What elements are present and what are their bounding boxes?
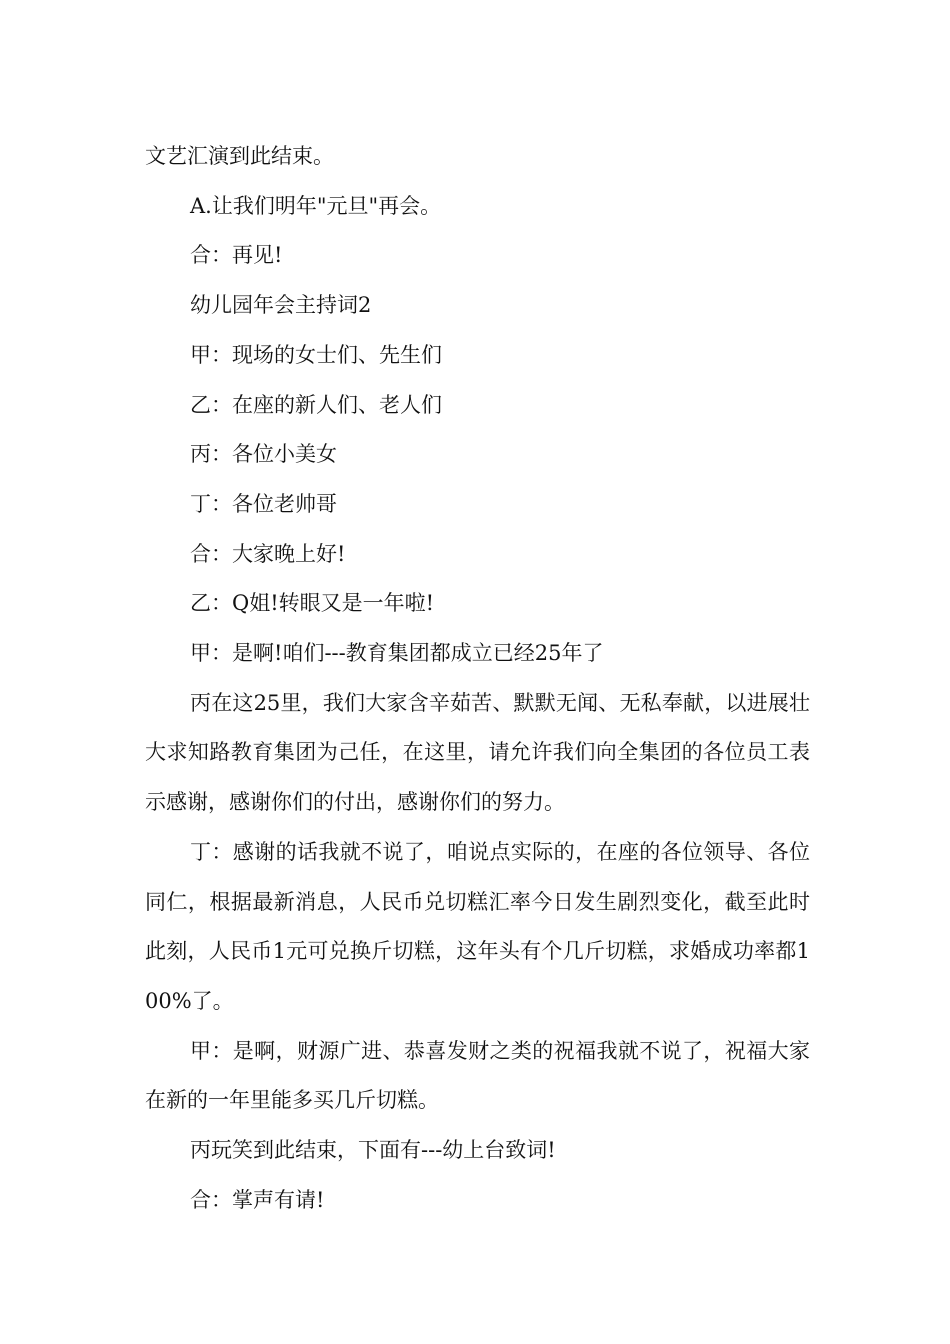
document-body bbox=[145, 132, 810, 1225]
paragraph-host-jia-3: 甲：是啊，财源广进、恭喜发财之类的祝福我就不说了，祝福大家在新的一年里能多买几斤切糕。 bbox=[145, 1038, 810, 1113]
paragraph-host-yi-1: 乙：在座的新人们、老人们 bbox=[190, 392, 442, 417]
paragraph-all-applause: 合：掌声有请! bbox=[190, 1187, 325, 1212]
paragraph-host-yi-2: 乙：Q姐!转眼又是一年啦! bbox=[190, 591, 435, 616]
paragraph-closing-line: 文艺汇演到此结束。 bbox=[145, 144, 334, 168]
paragraph-host-ding-1: 丁：各位老帅哥 bbox=[190, 491, 337, 516]
paragraph-host-bing-3: 丙玩笑到此结束，下面有---幼上台致词! bbox=[190, 1138, 556, 1163]
section-heading: 幼儿园年会主持词2 bbox=[190, 293, 372, 318]
paragraph-host-ding-2: 丁：感谢的话我就不说了，咱说点实际的，在座的各位领导、各位同仁，根据最新消息，人民币兑切糕汇率今日发生剧烈变化，截至此时此刻，人民币1元可兑换斤切糕，这年头有个几斤切糕，求婚成功率都100%了。 bbox=[145, 839, 810, 1013]
paragraph-goodbye: 合：再见! bbox=[190, 243, 283, 268]
paragraph-host-bing-2: 丙在这25里，我们大家含辛茹苦、默默无闻、无私奉献，以进展壮大求知路教育集团为己任，在这里，请允许我们向全集团的各位员工表示感谢，感谢你们的付出，感谢你们的努力。 bbox=[145, 690, 810, 815]
paragraph-host-jia-1: 甲：现场的女士们、先生们 bbox=[190, 342, 442, 367]
paragraph-all-greeting: 合：大家晚上好! bbox=[190, 541, 346, 566]
paragraph-host-jia-2: 甲：是啊!咱们---教育集团都成立已经25年了 bbox=[190, 641, 604, 666]
paragraph-see-you-next-year: A.让我们明年"元旦"再会。 bbox=[190, 193, 442, 218]
paragraph-host-bing-1: 丙：各位小美女 bbox=[190, 442, 337, 467]
